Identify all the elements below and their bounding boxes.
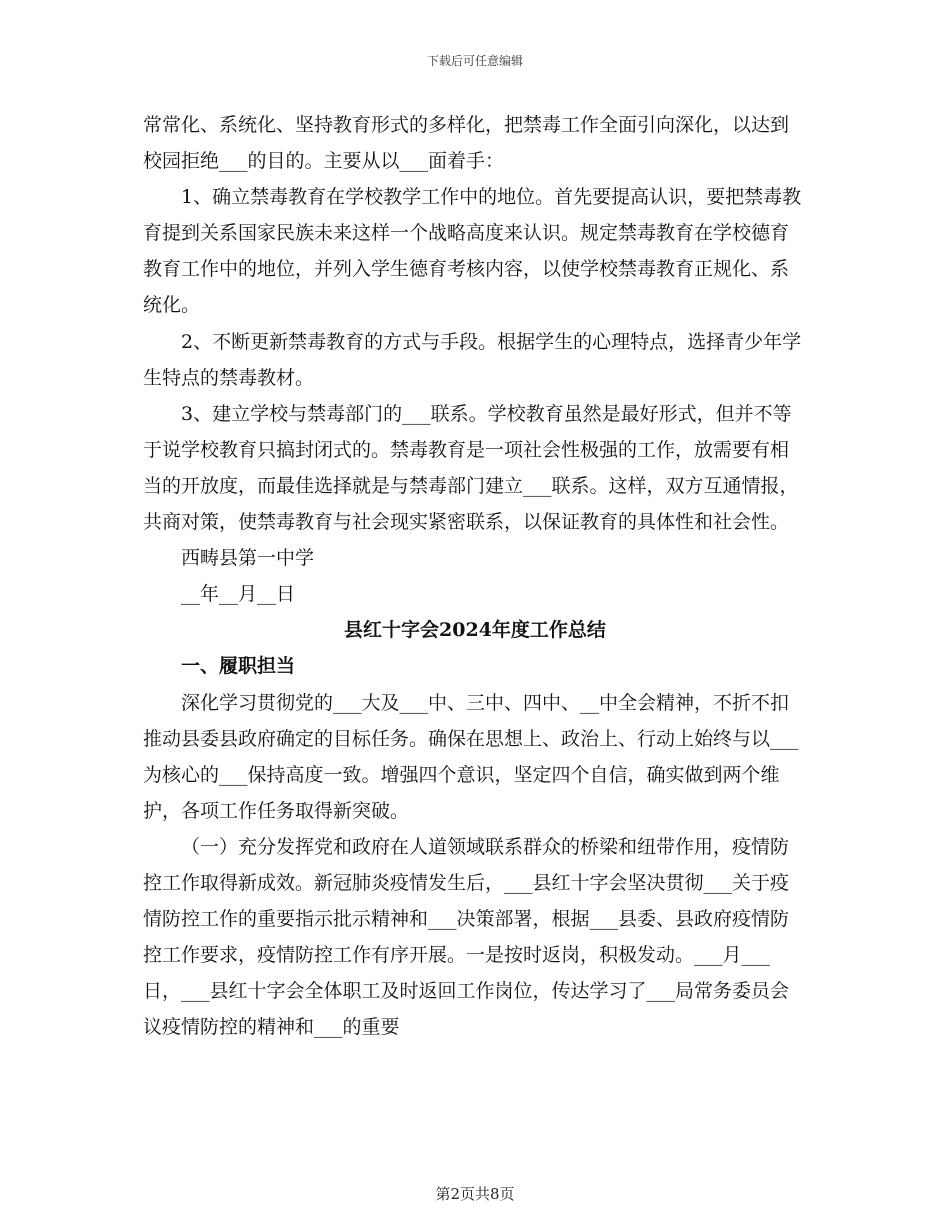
paragraph: 1、确立禁毒教育在学校教学工作中的地位。首先要提高认识，要把禁毒教育提到关系国家民族未来这样一个战略高度来认识。规定禁毒教育在学校德育教育工作中的地位，并列入学生德育考核内容，以使学校禁毒教育正规化、系统化。: [143, 186, 802, 317]
paragraph: 3、建立学校与禁毒部门的___联系。学校教育虽然是最好形式，但并不等于说学校教育只搞封闭式的。禁毒教育是一项社会性极强的工作，放需要有相当的开放度，而最佳选择就是与禁毒部门建立___联系。这样，双方互通情报，共商对策，使禁毒教育与社会现实紧密联系，以保证教育的具体性和社会性。: [143, 402, 799, 534]
page-header: 下载后可任意编辑: [426, 54, 523, 68]
document-title: 县红十字会2024年度工作总结: [344, 619, 606, 642]
page-footer: 第2页共8页: [435, 1185, 515, 1203]
document-body: [143, 107, 807, 1045]
paragraph: 2、不断更新禁毒教育的方式与手段。根据学生的心理特点，选择青少年学生特点的禁毒教材。: [143, 330, 802, 389]
paragraph: （一）充分发挥党和政府在人道领域联系群众的桥梁和纽带作用，疫情防控工作取得新成效。新冠肺炎疫情发生后，___县红十字会坚决贯彻___关于疫情防控工作的重要指示批示精神和___决策部署，根据___县委、县政府疫情防控工作要求，疫情防控工作有序开展。一是按时返岗，积极发动。___月___日，___县红十字会全体职工及时返回工作岗位，传达学习了___局常务委员会议疫情防控的精神和___的重要: [143, 835, 790, 1039]
signature-school: 西畴县第一中学: [181, 547, 315, 570]
signature-date: __年__月__日: [181, 583, 296, 606]
paragraph: 常常化、系统化、坚持教育形式的多样化，把禁毒工作全面引向深化，以达到校园拒绝___的目的。主要从以___面着手：: [143, 114, 790, 173]
section-heading: 一、履职担当: [181, 655, 296, 678]
paragraph: 深化学习贯彻党的___大及___中、三中、四中、__中全会精神，不折不扣推动县委县政府确定的目标任务。确保在思想上、政治上、行动上始终与以___为核心的___保持高度一致。增强四个意识，坚定四个自信，确实做到两个维护，各项工作任务取得新突破。: [143, 691, 799, 822]
